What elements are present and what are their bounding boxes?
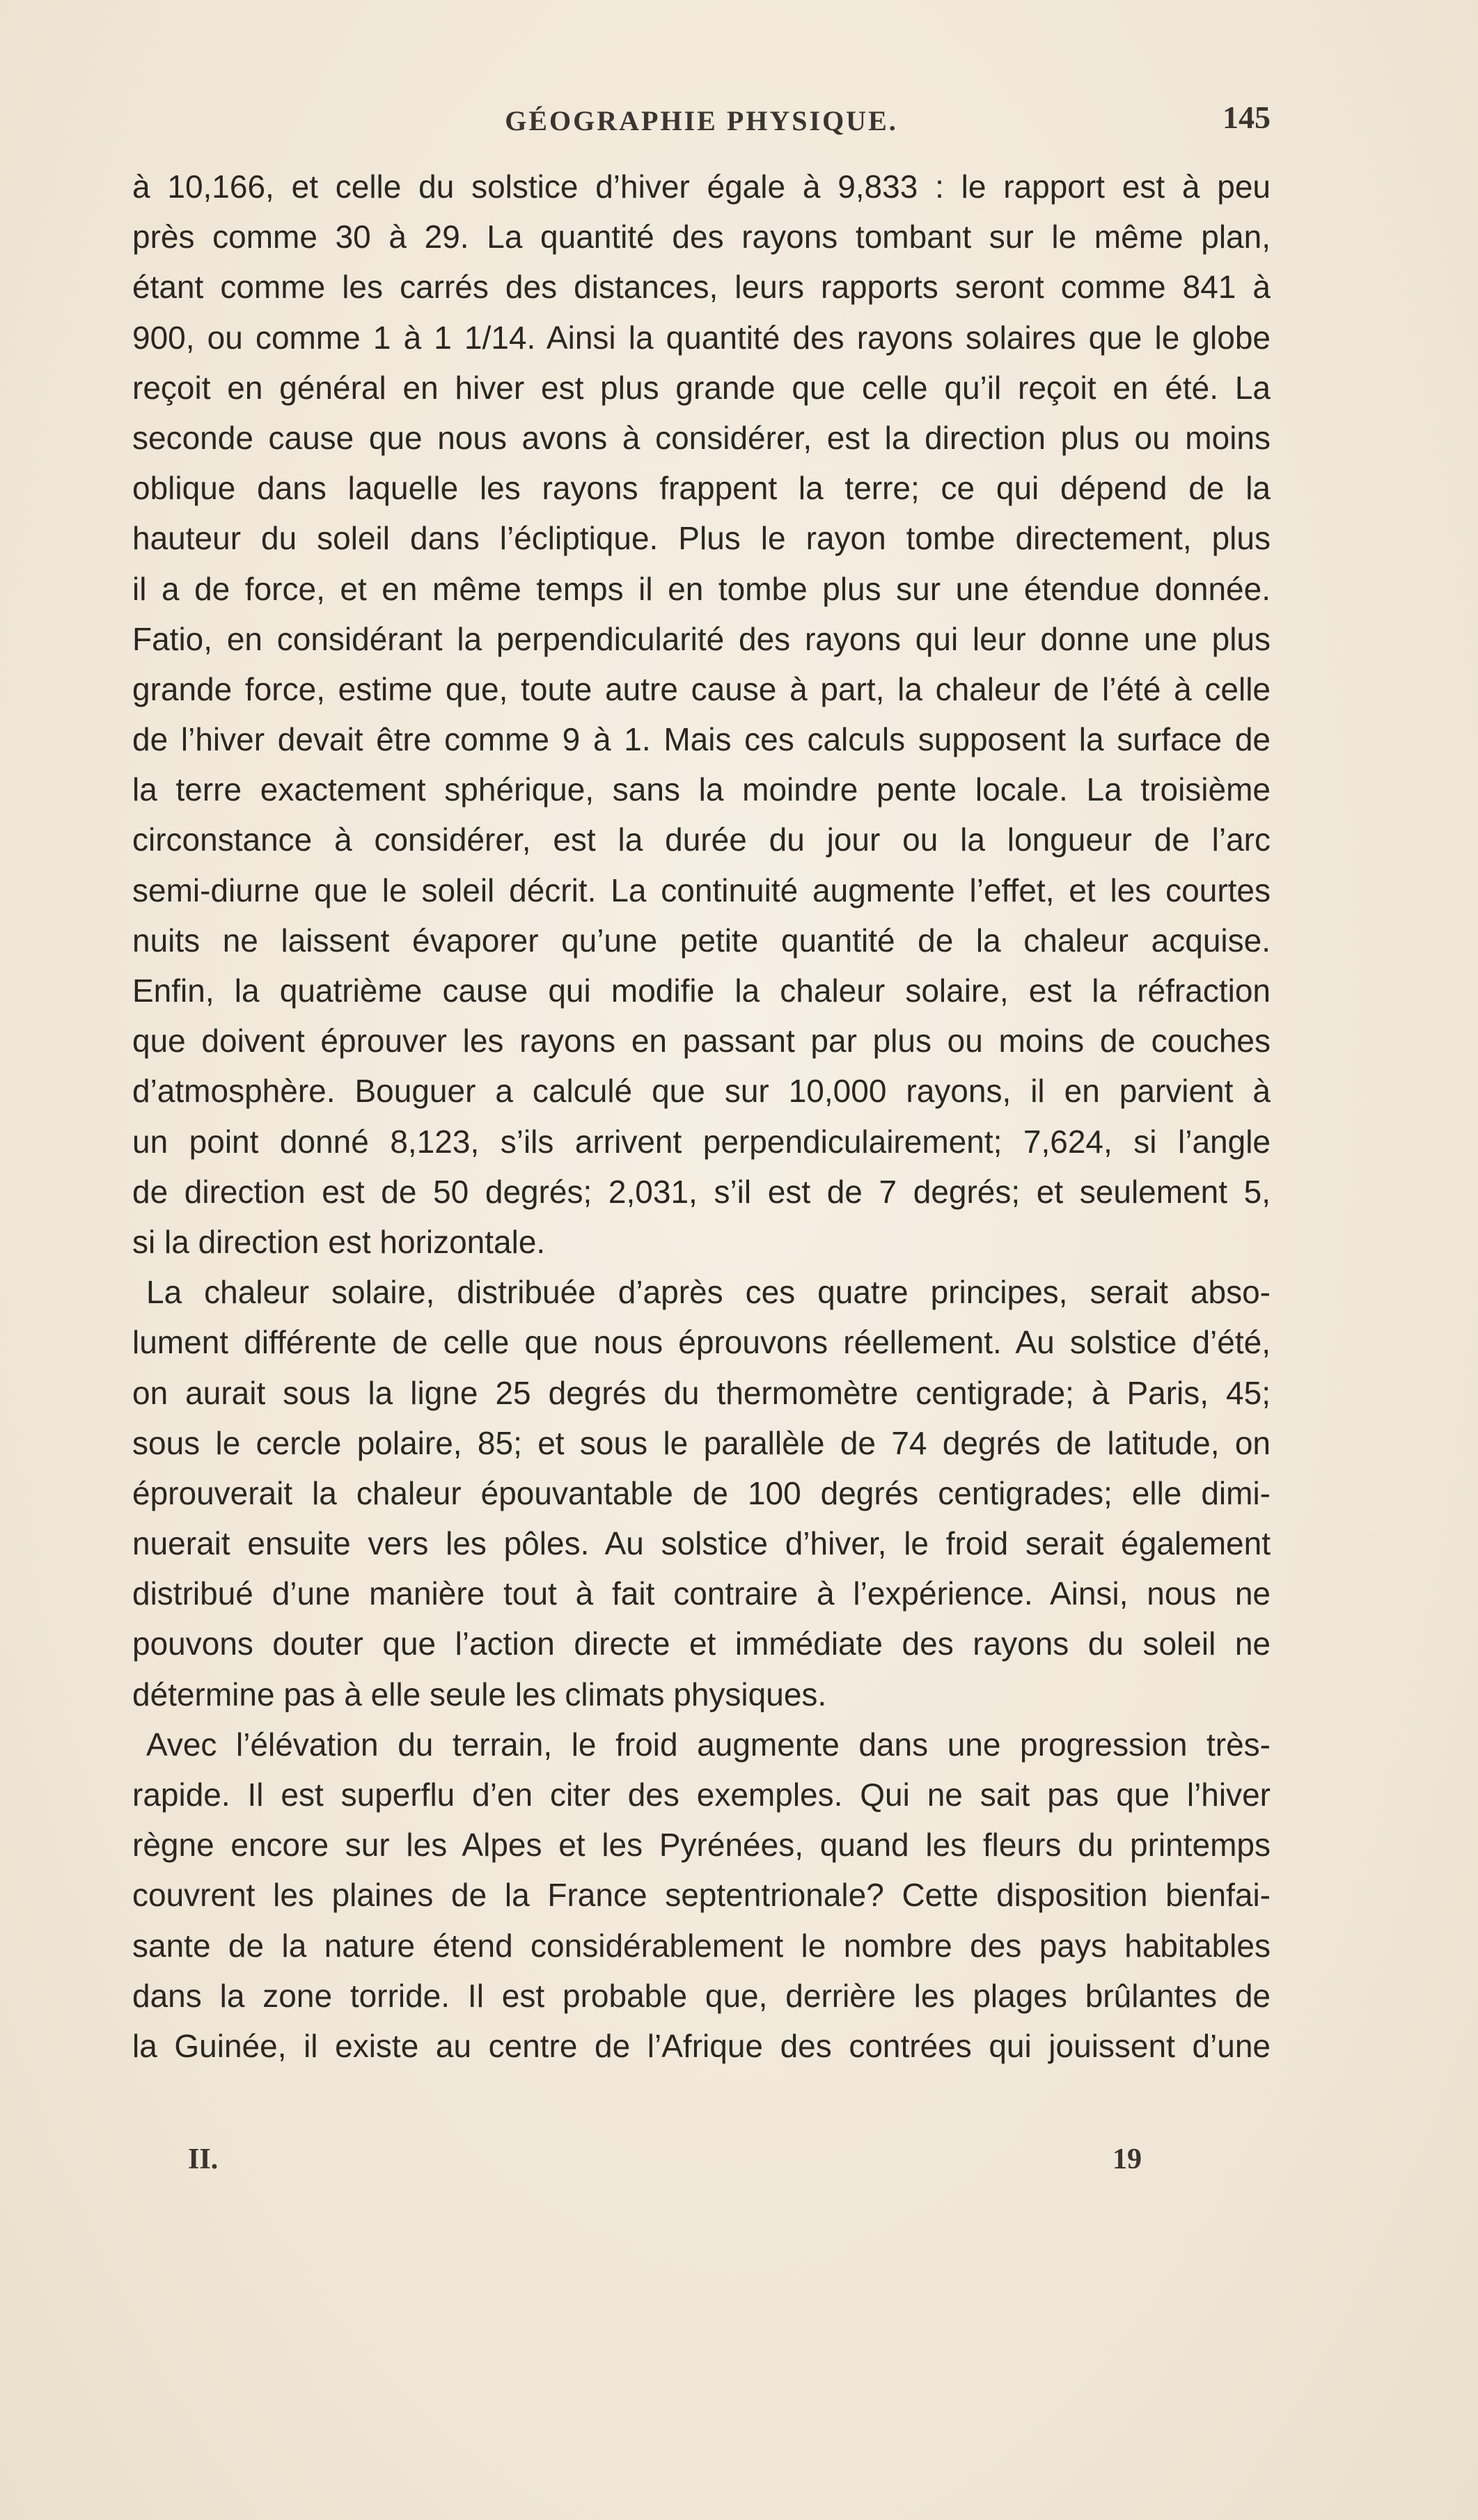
text-line: étant comme les carrés des distances, leurs rapports seront comme 841 à [132,269,1271,306]
body-text [132,162,1271,2071]
text-line: pouvons douter que l’action directe et immédiate des rayons du soleil ne [132,1625,1271,1662]
page-footer [188,2143,1142,2184]
text-line: si la direction est horizontale. [132,1223,546,1260]
text-line: distribué d’une manière tout à fait contraire à l’expérience. Ainsi, nous ne [132,1575,1271,1612]
text-line: oblique dans laquelle les rayons frappent la terre; ce qui dépend de la [132,470,1271,507]
text-line: lument différente de celle que nous éprouvons réellement. Au solstice d’été, [132,1324,1271,1361]
text-line: La chaleur solaire, distribuée d’après ces quatre principes, serait abso- [146,1274,1271,1311]
text-line: on aurait sous la ligne 25 degrés du thermomètre centigrade; à Paris, 45; [132,1374,1271,1411]
text-line: règne encore sur les Alpes et les Pyrénées, quand les fleurs du printemps [132,1827,1271,1864]
text-line: la Guinée, il existe au centre de l’Afrique des contrées qui jouissent d’une [132,2027,1271,2064]
running-title: GÉOGRAPHIE PHYSIQUE. [505,105,898,136]
text-line: dans la zone torride. Il est probable que, derrière les plages brûlantes de [132,1977,1271,2014]
text-line: sante de la nature étend considérablement le nombre des pays habitables [132,1927,1271,1964]
text-line: il a de force, et en même temps il en tombe plus sur une étendue donnée. [132,570,1271,607]
text-line: sous le cercle polaire, 85; et sous le parallèle de 74 degrés de latitude, on [132,1424,1271,1461]
text-line: Enfin, la quatrième cause qui modifie la chaleur solaire, est la réfraction [132,972,1271,1009]
text-line: reçoit en général en hiver est plus grande que celle qu’il reçoit en été. La [132,369,1271,406]
text-line: rapide. Il est superflu d’en citer des exemples. Qui ne sait pas que l’hiver [132,1777,1271,1813]
text-line: semi-diurne que le soleil décrit. La continuité augmente l’effet, et les courtes [132,872,1271,908]
text-line: que doivent éprouver les rayons en passant par plus ou moins de couches [132,1023,1271,1060]
text-line: grande force, estime que, toute autre cause à part, la chaleur de l’été à celle [132,670,1271,707]
text-line: couvrent les plaines de la France septentrionale? Cette disposition bienfai- [132,1877,1271,1914]
text-line: circonstance à considérer, est la durée du jour ou la longueur de l’arc [132,821,1271,858]
text-line: à 10,166, et celle du solstice d’hiver égale à 9,833 : le rapport est à peu [132,168,1271,205]
page-number: 145 [1223,100,1271,135]
text-line: nuerait ensuite vers les pôles. Au solstice d’hiver, le froid serait également [132,1525,1271,1562]
text-line: Avec l’élévation du terrain, le froid augmente dans une progression très- [146,1726,1271,1763]
text-line: hauteur du soleil dans l’écliptique. Plus le rayon tombe directement, plus [132,520,1271,557]
volume-number: II. [188,2143,219,2175]
text-line: un point donné 8,123, s’ils arrivent perpendiculairement; 7,624, si l’angle [132,1123,1271,1160]
text-line: de direction est de 50 degrés; 2,031, s’il est de 7 degrés; et seulement 5, [132,1173,1271,1210]
page-header [132,100,1271,153]
text-line: nuits ne laissent évaporer qu’une petite quantité de la chaleur acquise. [132,922,1271,959]
text-line: près comme 30 à 29. La quantité des rayons tombant sur le même plan, [132,219,1271,255]
signature-mark: 19 [1113,2143,1142,2175]
text-line: Fatio, en considérant la perpendicularité des rayons qui leur donne une plus [132,620,1271,657]
text-line: d’atmosphère. Bouguer a calculé que sur 10,000 rayons, il en parvient à [132,1073,1271,1110]
text-line: 900, ou comme 1 à 1 1/14. Ainsi la quantité des rayons solaires que le globe [132,319,1271,356]
text-line: éprouverait la chaleur épouvantable de 100 degrés centigrades; elle dimi- [132,1474,1271,1511]
text-line: la terre exactement sphérique, sans la moindre pente locale. La troisième [132,771,1271,808]
text-line: seconde cause que nous avons à considérer, est la direction plus ou moins [132,419,1271,456]
text-line: de l’hiver devait être comme 9 à 1. Mais ces calculs supposent la surface de [132,721,1271,758]
text-line: détermine pas à elle seule les climats physiques. [132,1676,827,1712]
